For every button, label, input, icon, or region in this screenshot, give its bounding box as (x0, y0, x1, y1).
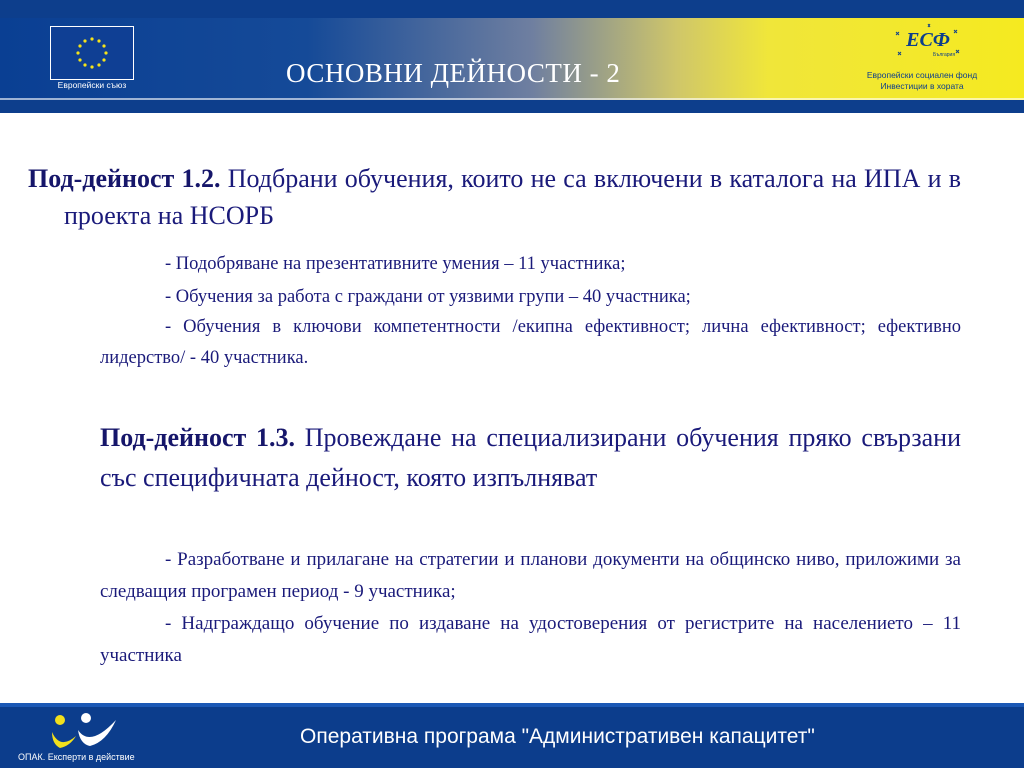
section1-label: Под-дейност 1.2. (28, 164, 221, 193)
opak-label: ОПАК. Експерти в действие (18, 752, 135, 762)
opak-logo-icon (50, 712, 122, 752)
esf-logo-text: ЕСФ (906, 29, 950, 51)
esf-caption-line1: Европейски социален фонд (866, 70, 978, 80)
eu-label: Европейски съюз (57, 80, 127, 90)
page-title: ОСНОВНИ ДЕЙНОСТИ - 2 (286, 58, 621, 88)
section2-heading (100, 418, 961, 498)
section2-label: Под-дейност 1.3. (100, 423, 295, 452)
footer-top-line (0, 703, 1024, 707)
footer-program-title: Оперативна програма "Административен капацитет" (300, 725, 815, 748)
section1-item-1: - Подобряване на презентативните умения – 11 участника; (165, 254, 626, 274)
esf-logo (890, 22, 966, 66)
section1-heading (28, 160, 961, 234)
section1-item-3: - Обучения в ключови компетентности /екипна ефективност; лична ефективност; ефективно лидерство/ - 40 участника. (100, 317, 961, 368)
section2-item-2: - Надграждащо обучение по издаване на удостоверения от регистрите на населението – 11 участника (100, 613, 961, 666)
section1-item-2: - Обучения за работа с граждани от уязвими групи – 40 участника; (165, 287, 691, 307)
section2-item-1: - Разработване и прилагане на стратегии и планови документи на общинско ниво, приложими за следващия програмен период - 9 участника; (100, 549, 961, 602)
esf-caption (852, 70, 992, 92)
header-bottom-bar (0, 100, 1024, 113)
section2-heading-text: Провеждане на специализирани обучения пряко свързани със специфичната дейност, която изпълняват (100, 423, 961, 492)
esf-caption-line2: Инвестиции в хората (880, 81, 964, 91)
section1-heading-text: Подбрани обучения, които не са включени в каталога на ИПА и в проекта на НСОРБ (64, 164, 962, 230)
esf-country: България (932, 52, 956, 58)
eu-flag-icon (50, 26, 134, 80)
header-top-bar (0, 0, 1024, 18)
